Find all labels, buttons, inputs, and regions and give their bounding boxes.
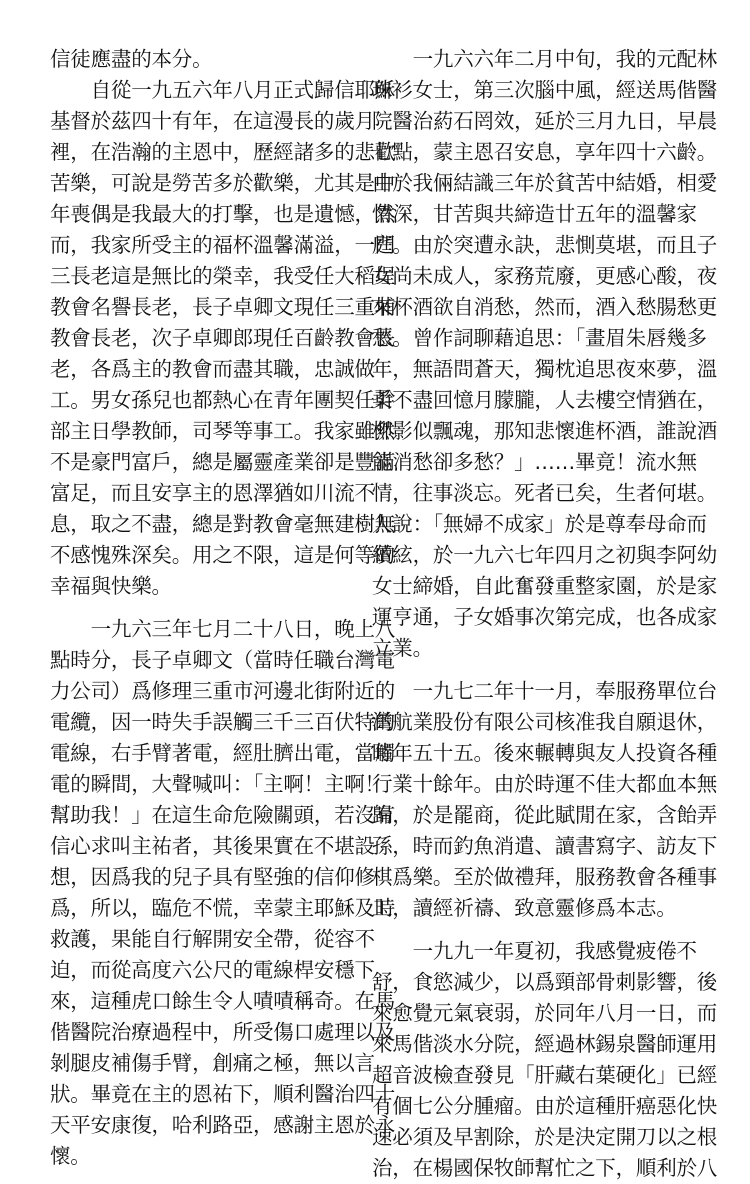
text-line: 珠衫女士，第三次腦中風，經送馬偕醫 [372, 78, 718, 102]
text-line: 自從一九五六年八月正式歸信耶穌 [50, 78, 396, 102]
text-line: 電線，右手臂著電，經肚臍出電，當觸 [50, 741, 396, 765]
text-line: 基督於茲四十有年，在這漫長的歲月 [50, 109, 375, 133]
text-line: 七點，蒙主恩召安息，享年四十六齡。 [372, 140, 718, 164]
text-line: 能消愁卻多愁？」……畢竟！流水無 [372, 450, 697, 474]
text-line: 教會名譽長老，長子卓卿文現任三重埔 [50, 295, 396, 319]
text-line: 來馬偕淡水分院，經過林錫泉醫師運用 [372, 1032, 718, 1056]
text-line: 愁。曾作詞聊藉追思：「畫眉朱唇幾多 [372, 326, 707, 350]
text-line: 來杯酒欲自消愁，然而，酒入愁腸愁更 [372, 295, 718, 319]
text-line: 超音波檢查發見「肝藏右葉硬化」已經 [372, 1063, 718, 1087]
paragraph-gap [372, 664, 712, 676]
text-line: 來，這種虎口餘生令人嘖嘖稱奇。在馬 [50, 989, 396, 1013]
text-line: 息，取之不盡，總是對教會毫無建樹無 [50, 512, 396, 536]
text-line: 人說：「無婦不成家」於是尊奉母命而 [372, 512, 707, 536]
text-line: 懷。 [50, 1144, 91, 1168]
text-line: 偕醫院治療過程中，所受傷口處理以及 [50, 1020, 396, 1044]
text-line: 老，各爲主的教會而盡其職，忠誠做 [50, 357, 375, 381]
text-line: 剝腿皮補傷手臂，創痛之極，無以言 [50, 1051, 375, 1075]
paragraph-gap [372, 924, 712, 936]
text-line: 灣航業股份有限公司核准我自願退休， [372, 710, 718, 734]
text-line: 時年五十五。後來輾轉與友人投資各種 [372, 741, 718, 765]
text-line: 救護，果能自行解開安全帶，從容不 [50, 927, 375, 951]
text-line: 孫，時而釣魚消遣、讀書寫字、訪友下 [372, 834, 718, 858]
text-line: 由於我倆結識三年於貧苦中結婚，相愛 [372, 171, 718, 195]
text-line: 幸福與快樂。 [50, 574, 172, 598]
text-line: 運亨通，子女婚事次第完成，也各成家 [372, 605, 718, 629]
text-line: 工，讀經祈禱、致意靈修爲本志。 [372, 896, 677, 920]
text-line: 一九六三年七月二十八日，晚上八 [50, 617, 396, 641]
text-line: 想，因爲我的兒子具有堅強的信仰修 [50, 865, 375, 889]
text-line: 部主日學教師，司琴等事工。我家雖然 [50, 419, 396, 443]
text-line: 女尚未成人，家務荒廢，更感心酸，夜 [372, 264, 718, 288]
text-line: 情，往事淡忘。死者已矣，生者何堪。 [372, 481, 718, 505]
text-line: 一九九一年夏初，我感覺疲倦不 [372, 939, 697, 963]
text-line: 年喪偶是我最大的打擊，也是遺憾，然 [50, 202, 396, 226]
text-line: 幫助我！」在這生命危險關頭，若沒有 [50, 803, 396, 827]
text-line: 而，我家所受主的福杯溫馨滿溢，一門 [50, 233, 396, 257]
text-line: 一九七二年十一月，奉服務單位台 [372, 679, 718, 703]
text-line: 續絃，於一九六七年四月之初與李阿幼 [372, 543, 718, 567]
text-line: 工。男女孫兒也都熱心在青年團契任幹 [50, 388, 396, 412]
text-line: 點時分，長子卓卿文（當時任職台灣電 [50, 648, 396, 672]
text-line: 信徒應盡的本分。 [50, 47, 213, 71]
text-line: 迫，而從高度六公尺的電線桿安穩下 [50, 958, 375, 982]
text-line: 年，無語問蒼天，獨枕追思夜來夢，溫 [372, 357, 718, 381]
text-line: 苦樂，可說是勞苦多於歡樂，尤其是中 [50, 171, 396, 195]
text-line: 歸，於是罷商，從此賦閒在家，含飴弄 [372, 803, 718, 827]
left-column [50, 44, 396, 1172]
text-line: 信心求叫主祐者，其後果實在不堪設 [50, 834, 375, 858]
text-line: 治，在楊國保牧師幫忙之下，順利於八 [372, 1156, 718, 1180]
text-line: 庭。由於突遭永訣，悲惻莫堪，而且子 [372, 233, 718, 257]
text-line: 女士締婚，自此奮發重整家園，於是家 [372, 574, 718, 598]
text-line: 教會長老，次子卓卿郎現任百齡教會長 [50, 326, 396, 350]
paragraph-gap [50, 602, 380, 614]
right-column [372, 44, 718, 1184]
text-line: 電纜，因一時失手誤觸三千三百伏特的 [50, 710, 396, 734]
text-line: 一九六六年二月中旬，我的元配林 [372, 47, 718, 71]
text-line: 院醫治葯石罔效，延於三月九日，早晨 [372, 109, 718, 133]
text-line: 富足，而且安享主的恩澤猶如川流不 [50, 481, 375, 505]
text-line: 柔不盡回憶月朦朧，人去樓空情猶在， [372, 388, 718, 412]
text-line: 舒，食慾減少，以爲頸部骨刺影響，後 [372, 970, 718, 994]
text-line: 三長老這是無比的榮幸，我受任大稻埕 [50, 264, 396, 288]
text-line: 速必須及早割除，於是決定開刀以之根 [372, 1125, 718, 1149]
text-line: 柳影似飄魂，那知悲懷進杯酒，誰說酒 [372, 419, 718, 443]
text-line: 力公司）爲修理三重市河邊北街附近的 [50, 679, 396, 703]
text-line: 狀。畢竟在主的恩祐下，順利醫治四十 [50, 1082, 396, 1106]
text-line: 情深，甘苦與共締造廿五年的溫馨家 [372, 202, 697, 226]
text-line: 有個七公分腫瘤。由於這種肝癌惡化快 [372, 1094, 718, 1118]
text-line: 來愈覺元氣衰弱，於同年八月一日，而 [372, 1001, 718, 1025]
text-line: 天平安康復，哈利路亞，感謝主恩於永 [50, 1113, 396, 1137]
text-line: 行業十餘年。由於時運不佳大都血本無 [372, 772, 718, 796]
text-line: 爲，所以，臨危不慌，幸蒙主耶穌及時 [50, 896, 396, 920]
text-line: 裡，在浩瀚的主恩中，歷經諸多的悲歡 [50, 140, 396, 164]
text-line: 棋爲樂。至於做禮拜，服務教會各種事 [372, 865, 718, 889]
text-line: 電的瞬間，大聲喊叫：「主啊！主啊！ [50, 772, 385, 796]
text-line: 不是豪門富戶，總是屬靈產業卻是豐滿 [50, 450, 396, 474]
text-line: 不感愧殊深矣。用之不限，這是何等的 [50, 543, 396, 567]
text-line: 立業。 [372, 636, 433, 660]
